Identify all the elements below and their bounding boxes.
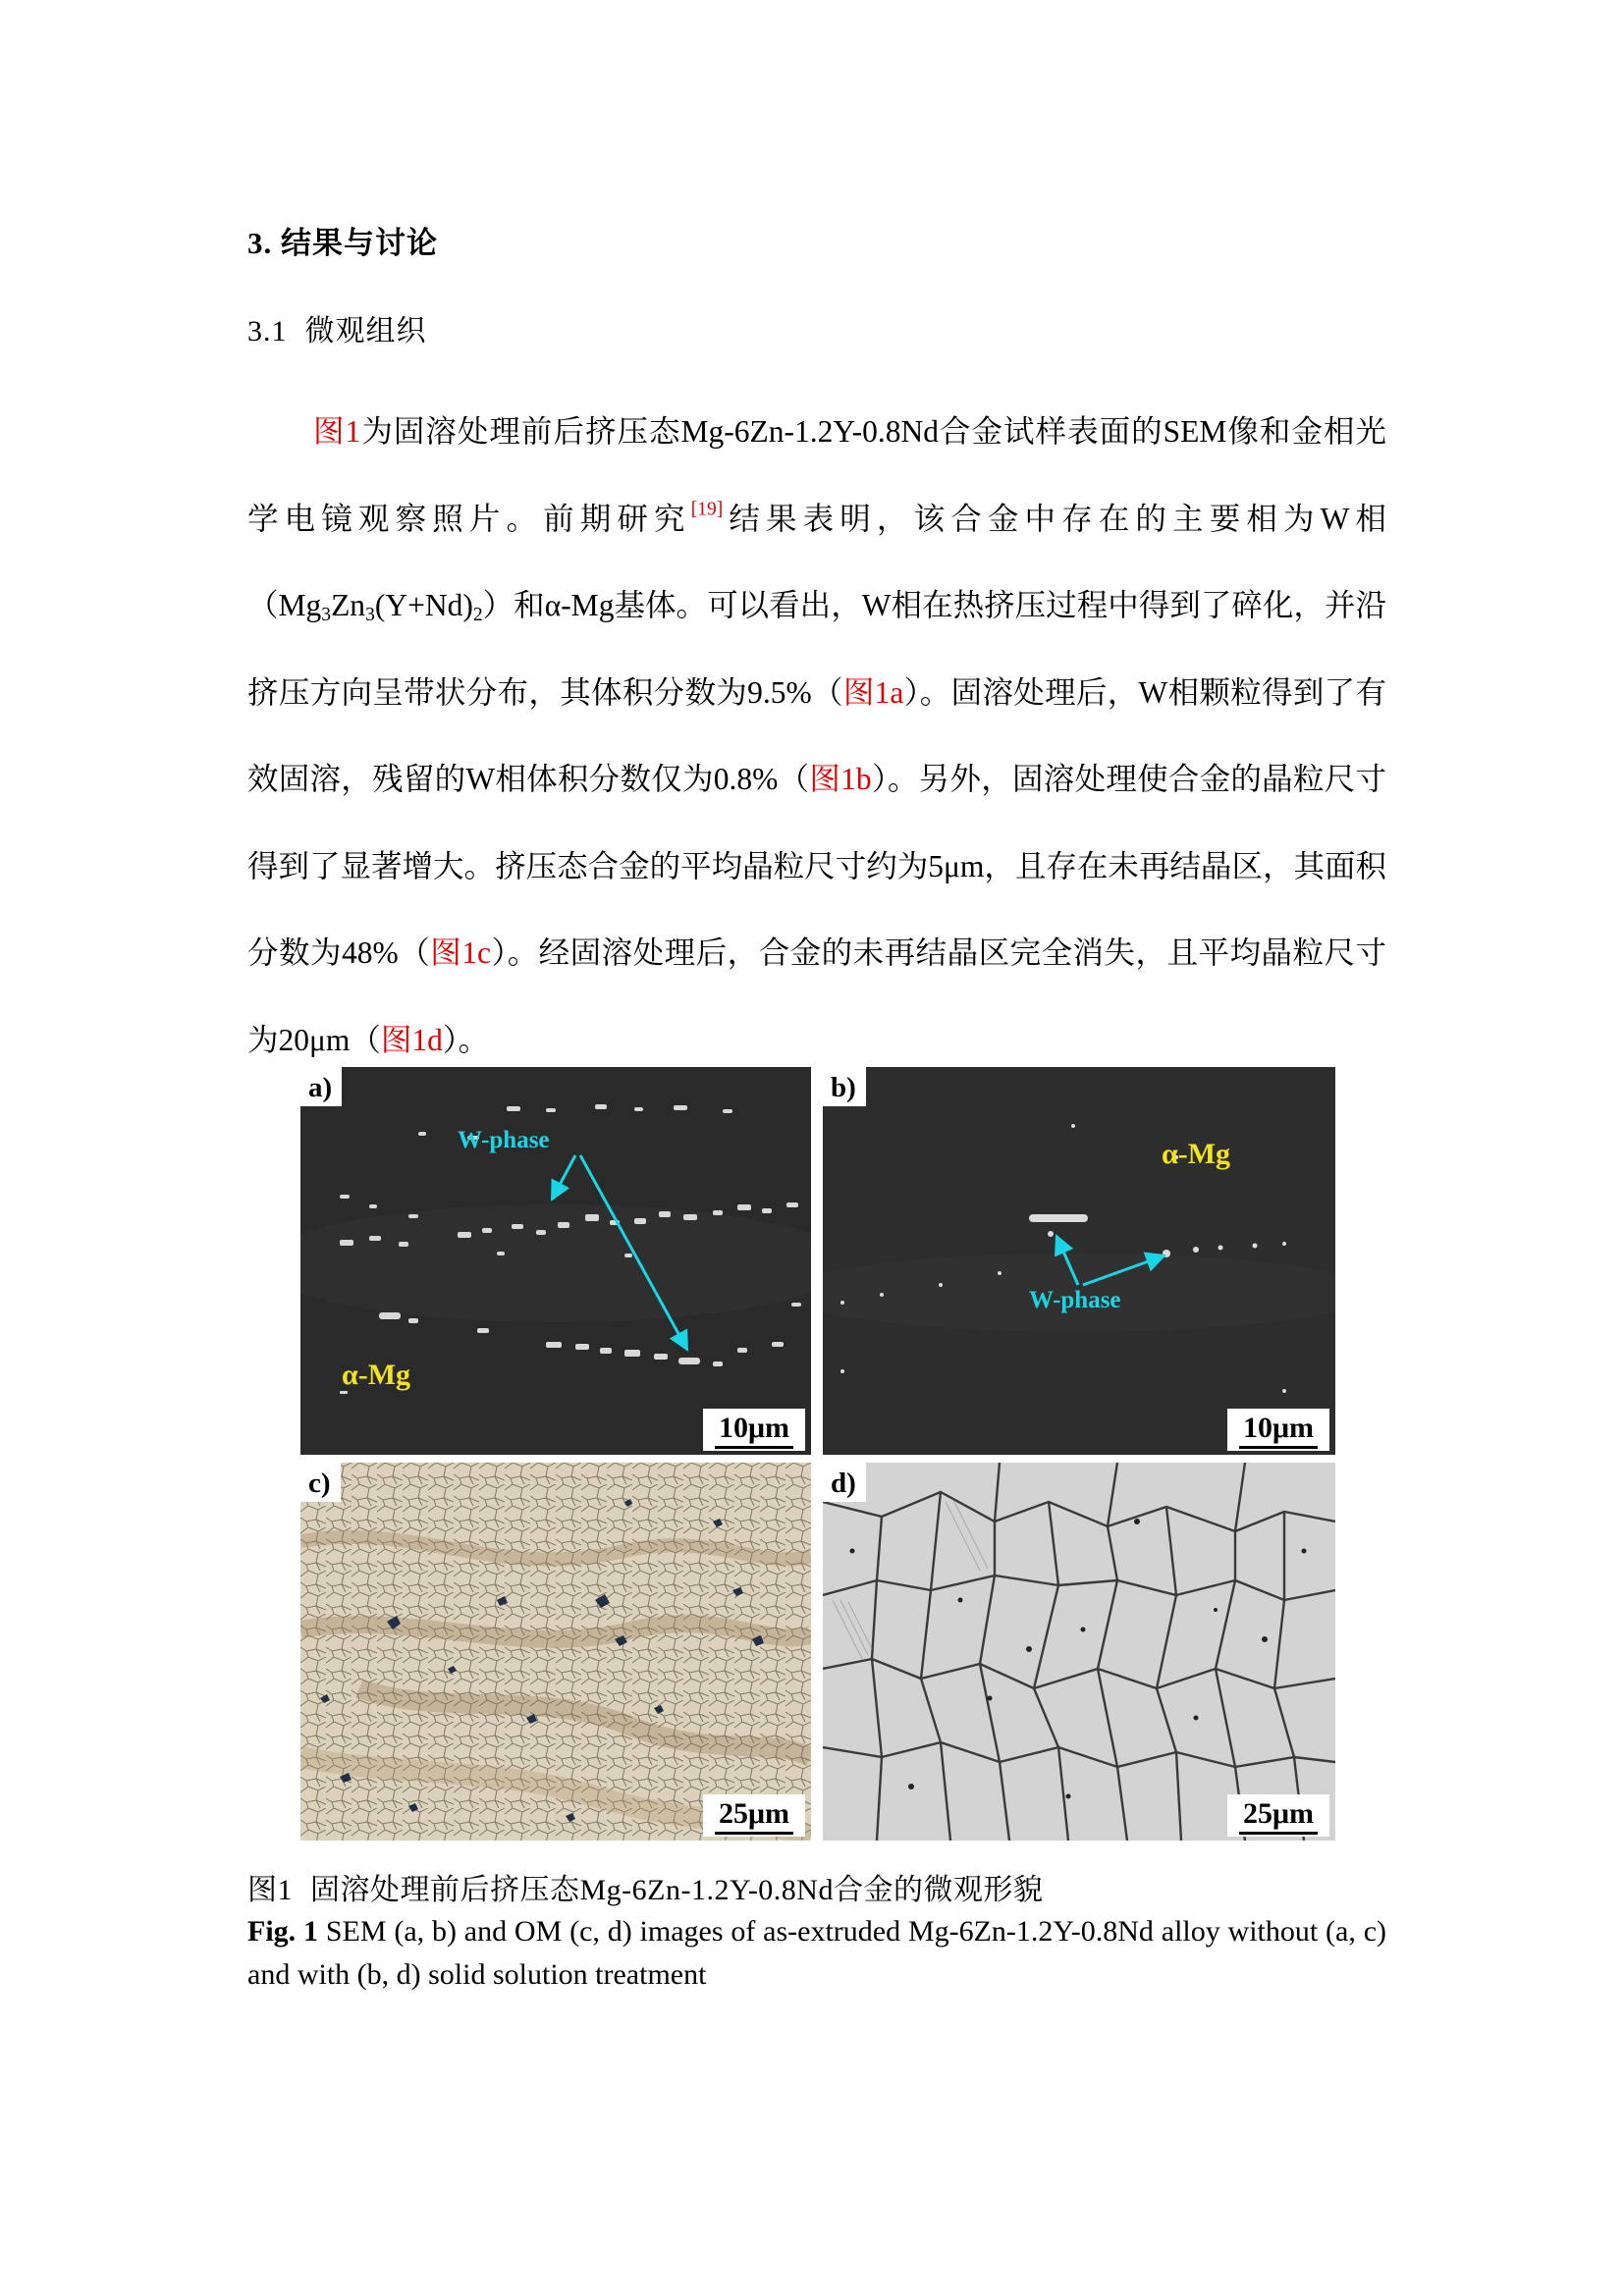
om-micrograph-c xyxy=(300,1463,811,1841)
figure-reference-fig1a[interactable]: 图1a xyxy=(842,674,904,710)
sem-micrograph-a xyxy=(300,1067,811,1455)
subsection-heading xyxy=(247,306,427,349)
figure-caption-cn xyxy=(247,1865,1043,1908)
figure-1 xyxy=(295,1067,1335,1852)
caption-en-text: SEM (a, b) and OM (c, d) images of as-extruded Mg-6Zn-1.2Y-0.8Nd alloy without (a, c) and with (b, d) solid solution treatment xyxy=(247,1915,1386,1991)
figure-reference-fig1[interactable]: 图1 xyxy=(312,414,361,449)
w-phase-label-a: W-phase xyxy=(458,1127,550,1153)
paragraph-text: ）。经固溶处理后，合金的未再结晶区完全消失，且平均晶粒尺寸为20μm（ xyxy=(247,935,1386,1057)
scale-bar-b: 10μm xyxy=(1227,1409,1329,1451)
subscript: 3 xyxy=(321,604,332,625)
subsection-number: 3.1 xyxy=(247,315,288,347)
caption-en-label: Fig. 1 xyxy=(247,1915,318,1948)
om-micrograph-d xyxy=(823,1463,1335,1841)
figure-reference-fig1d[interactable]: 图1d xyxy=(380,1022,443,1057)
paragraph-text: ）。 xyxy=(442,1022,490,1057)
sem-image-panel-a xyxy=(300,1067,811,1455)
paragraph-text: ）。另外，固溶处理使合金的晶粒尺寸得到了显著增大。挤压态合金的平均晶粒尺寸约为5μm，且存在未再结晶区，其面积分数为48%（ xyxy=(247,762,1386,970)
sem-micrograph-b xyxy=(823,1067,1335,1455)
om-image-panel-d xyxy=(823,1463,1335,1841)
scale-bar-a: 10μm xyxy=(703,1409,805,1451)
scale-bar-c: 25μm xyxy=(703,1794,805,1837)
paragraph-text: 为固溶处理前后挤压态Mg-6Zn-1.2Y-0.8Nd合金试样表面的SEM像和金相光学电镜观察照片。前期研究 xyxy=(247,414,1386,536)
sem-image-panel-b xyxy=(823,1067,1335,1455)
body-paragraph xyxy=(247,389,1386,1084)
panel-label-a: a) xyxy=(300,1067,342,1106)
panel-label-b: b) xyxy=(823,1067,866,1106)
figure-caption-en xyxy=(247,1910,1386,1997)
figure-reference-fig1b[interactable]: 图1b xyxy=(809,762,872,796)
section-heading: 3. 结果与讨论 xyxy=(247,226,438,260)
panel-label-d: d) xyxy=(823,1463,866,1502)
paragraph-text: ）。固溶处理后，W相颗粒得到了有效固溶，残留的W相体积分数仅为0.8%（ xyxy=(247,674,1387,796)
caption-cn-label: 图1 xyxy=(247,1874,293,1906)
paragraph-text: Zn xyxy=(331,588,366,622)
alpha-mg-label-b: α-Mg xyxy=(1162,1138,1231,1170)
subscript: 2 xyxy=(472,604,483,625)
subscript: 3 xyxy=(365,604,375,625)
citation-link[interactable]: [19] xyxy=(690,498,724,519)
alpha-mg-label-a: α-Mg xyxy=(342,1359,411,1391)
w-phase-label-b: W-phase xyxy=(1029,1287,1121,1313)
caption-cn-text: 固溶处理前后挤压态Mg-6Zn-1.2Y-0.8Nd合金的微观形貌 xyxy=(310,1874,1044,1906)
panel-label-c: c) xyxy=(300,1463,341,1502)
paragraph-text: ）和α-Mg基体。可以看出，W相在热挤压过程中得到了碎化，并沿挤压方向呈带状分布，其体积分数为9.5%（ xyxy=(247,588,1386,710)
om-image-panel-c xyxy=(300,1463,811,1841)
subsection-title: 微观组织 xyxy=(304,315,427,347)
paragraph-text: 结果表明，该合金中存在的主要相为W相（Mg xyxy=(247,501,1386,622)
paragraph-text: (Y+Nd) xyxy=(374,588,473,622)
figure-reference-fig1c[interactable]: 图1c xyxy=(430,935,491,970)
scale-bar-d: 25μm xyxy=(1227,1794,1329,1837)
